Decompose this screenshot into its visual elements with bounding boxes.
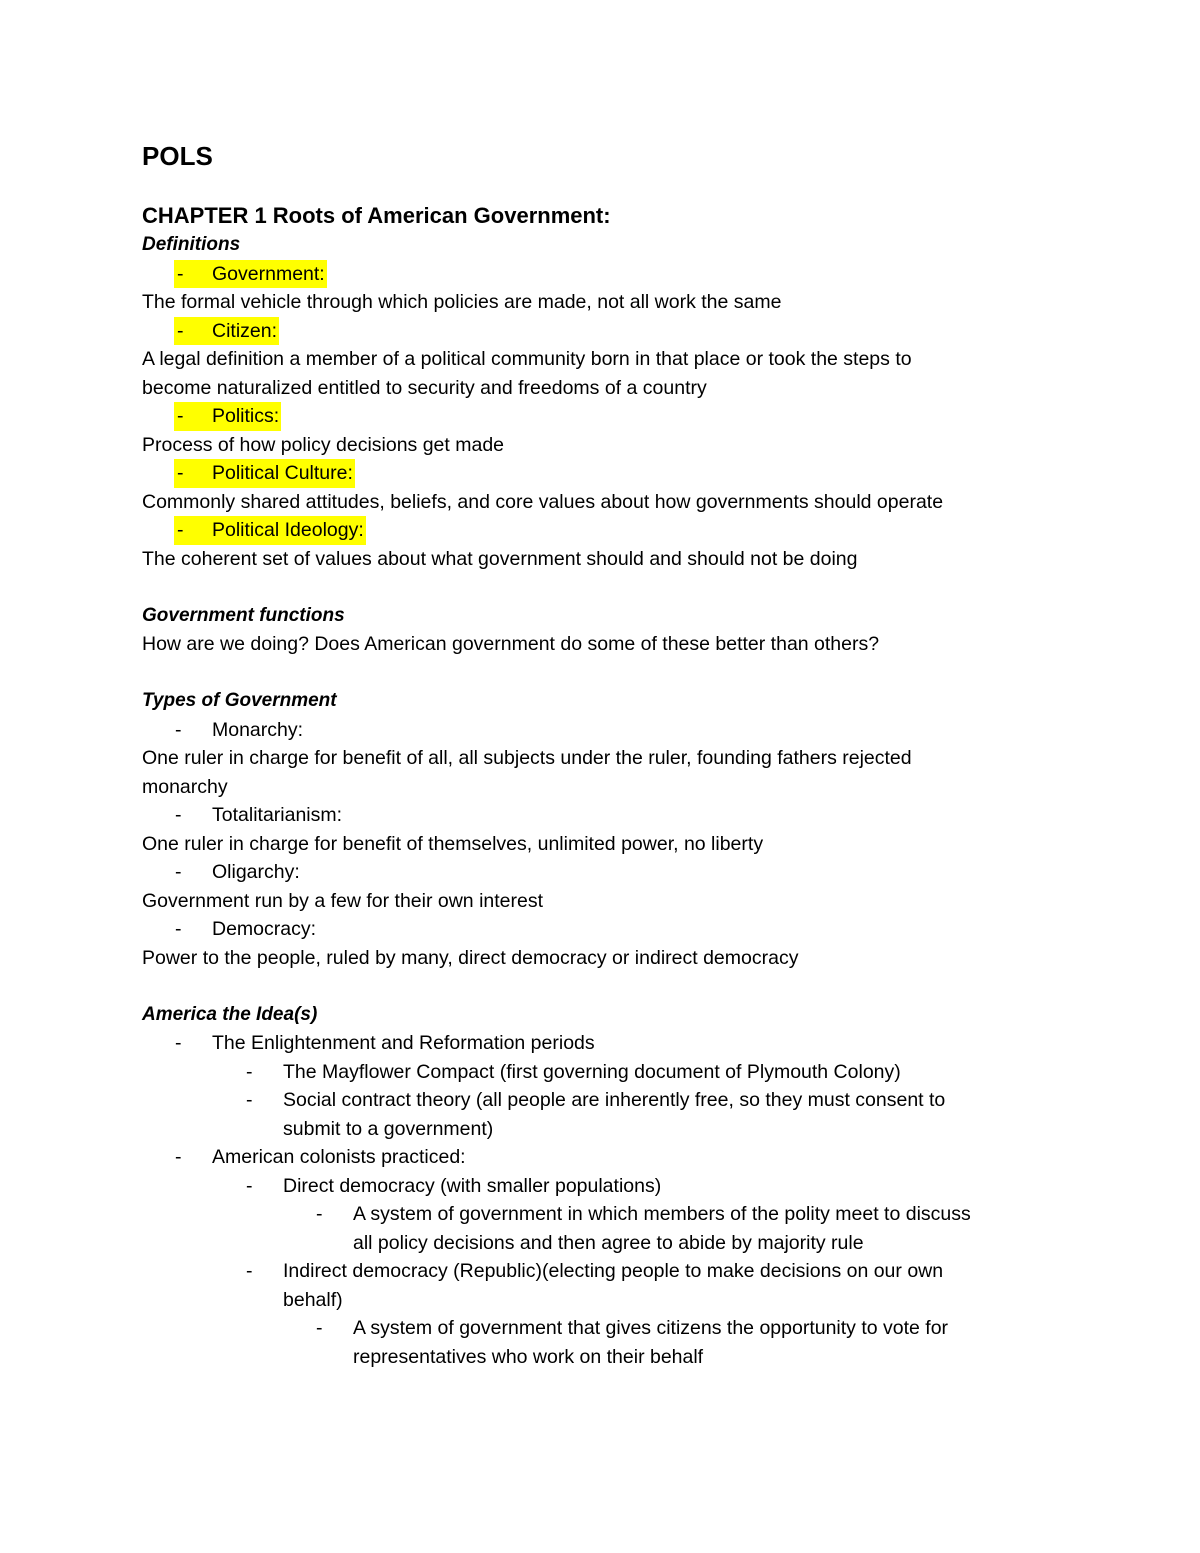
america-the-idea-heading: America the Idea(s) [142, 1003, 318, 1025]
list-item-indirect-definition-cont: representatives who work on their behalf [353, 1345, 704, 1368]
list-item-indirect-democracy: - Indirect democracy (Republic)(electing people to make decisions on our own [246, 1260, 944, 1282]
list-item-enlightenment: - The Enlightenment and Reformation periods [175, 1032, 595, 1054]
list-item-social-contract: - Social contract theory (all people are inherently free, so they must consent to [246, 1089, 946, 1111]
list-item-social-contract-cont: submit to a government) [283, 1117, 494, 1140]
type-text-oligarchy: Government run by a few for their own interest [142, 889, 544, 912]
chapter-title: CHAPTER 1 Roots of American Government: [142, 203, 611, 228]
definition-text-government: The formal vehicle through which policies are made, not all work the same [142, 291, 782, 313]
definitions-heading: Definitions [142, 234, 241, 255]
types-of-government-heading: Types of Government [142, 690, 337, 711]
type-term-totalitarianism: - Totalitarianism: [175, 804, 343, 826]
type-text-monarchy-line2: monarchy [142, 775, 228, 798]
list-item-mayflower: - The Mayflower Compact (first governing document of Plymouth Colony) [246, 1060, 901, 1083]
definition-text-political-ideology: The coherent set of values about what government should and should not be doing [142, 547, 858, 570]
document-title: POLS [142, 141, 213, 171]
definition-term-political-culture: - Political Culture: [174, 459, 355, 488]
government-functions-heading: Government functions [142, 604, 345, 626]
definition-term-citizen: - Citizen: [174, 317, 279, 346]
definition-text-politics: Process of how policy decisions get made [142, 433, 505, 456]
document-body [142, 138, 1062, 1371]
type-text-democracy: Power to the people, ruled by many, direct democracy or indirect democracy [142, 946, 799, 969]
definition-text-political-culture: Commonly shared attitudes, beliefs, and core values about how governments should operate [142, 490, 944, 513]
list-item-colonists-practiced: - American colonists practiced: [175, 1146, 466, 1168]
definition-text-citizen-line1: A legal definition a member of a political community born in that place or took the steps to [142, 348, 912, 370]
definition-text-citizen-line2: become naturalized entitled to security and freedoms of a country [142, 376, 707, 399]
type-term-oligarchy: - Oligarchy: [175, 861, 300, 883]
type-text-totalitarianism: One ruler in charge for benefit of themselves, unlimited power, no liberty [142, 832, 764, 855]
list-item-indirect-definition: - A system of government that gives citizens the opportunity to vote for [316, 1317, 949, 1339]
type-term-monarchy: - Monarchy: [175, 718, 304, 741]
list-item-indirect-democracy-cont: behalf) [283, 1288, 343, 1311]
type-text-monarchy-line1: One ruler in charge for benefit of all, all subjects under the ruler, founding fathers rejected [142, 747, 912, 769]
type-term-democracy: - Democracy: [175, 918, 317, 940]
list-item-direct-definition: - A system of government in which members of the polity meet to discuss [316, 1203, 971, 1225]
definition-term-politics: - Politics: [174, 402, 281, 431]
definition-term-government: - Government: [174, 260, 327, 289]
government-functions-text: How are we doing? Does American government do some of these better than others? [142, 633, 880, 655]
list-item-direct-definition-cont: all policy decisions and then agree to abide by majority rule [353, 1231, 864, 1254]
definition-term-political-ideology: - Political Ideology: [174, 516, 366, 545]
list-item-direct-democracy: - Direct democracy (with smaller populations) [246, 1174, 662, 1197]
